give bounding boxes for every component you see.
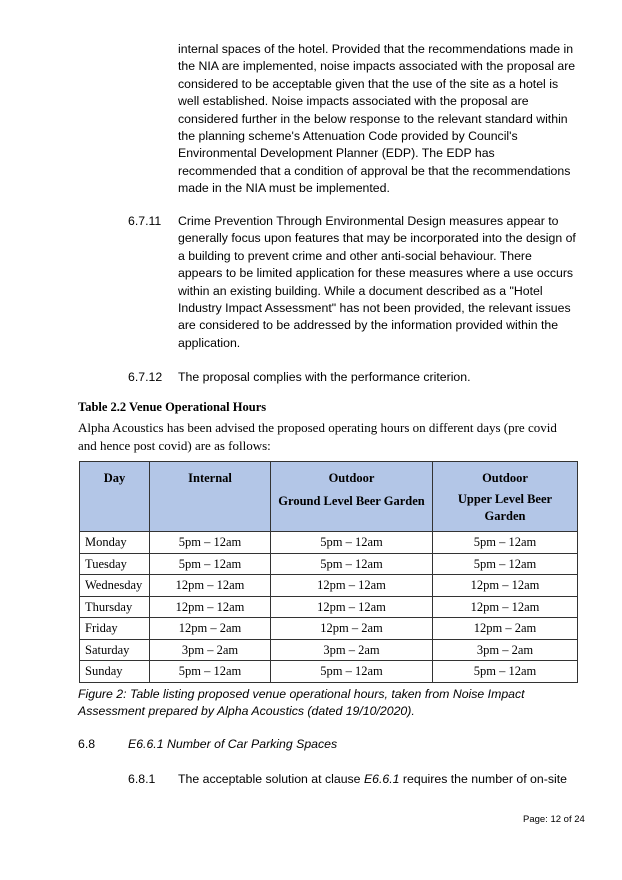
cell-upper: 5pm – 12am xyxy=(433,661,578,683)
table-header-row xyxy=(80,462,578,532)
cell-ground: 5pm – 12am xyxy=(271,661,433,683)
cell-upper: 5pm – 12am xyxy=(433,532,578,554)
header-outdoor-upper xyxy=(433,462,578,532)
table-row xyxy=(80,618,578,640)
cell-internal: 3pm – 2am xyxy=(150,639,271,661)
cell-ground: 5pm – 12am xyxy=(271,553,433,575)
item-number-6-7-11: 6.7.11 xyxy=(128,214,162,228)
table-intro: Alpha Acoustics has been advised the proposed operating hours on different days (pre covid and hence post covid) are as follows: xyxy=(78,420,557,453)
cell-upper: 3pm – 2am xyxy=(433,639,578,661)
header-internal: Internal xyxy=(150,462,271,532)
header-outdoor-upper-line1: Outdoor xyxy=(482,471,528,485)
cell-internal: 12pm – 2am xyxy=(150,618,271,640)
section-title: E6.6.1 Number of Car Parking Spaces xyxy=(128,737,338,751)
cell-upper: 5pm – 12am xyxy=(433,553,578,575)
cell-ground: 5pm – 12am xyxy=(271,532,433,554)
cell-day: Saturday xyxy=(80,639,150,661)
cell-day: Wednesday xyxy=(80,575,150,597)
cell-upper: 12pm – 2am xyxy=(433,618,578,640)
table-row xyxy=(80,553,578,575)
header-outdoor-ground xyxy=(271,462,433,532)
table-row xyxy=(80,596,578,618)
continuation-paragraph: internal spaces of the hotel. Provided that the recommendations made in the NIA are implemented, noise impacts associated with the proposal are considered to be acceptable given that the use of the site as a hotel is well established. Noise impacts associated with the proposal are considered further in the below response to the relevant standard within the planning scheme's Attenuation Code provided by Council's Environmental Development Planner (EDP). The EDP has recommended that a condition of approval be that the recommendations made in the NIA must be implemented. xyxy=(178,42,576,196)
table-row xyxy=(80,661,578,683)
cell-day: Sunday xyxy=(80,661,150,683)
table-row xyxy=(80,575,578,597)
cell-ground: 12pm – 12am xyxy=(271,575,433,597)
cell-upper: 12pm – 12am xyxy=(433,575,578,597)
figure-caption: Figure 2: Table listing proposed venue operational hours, taken from Noise Impact Assessment prepared by Alpha Acoustics (dated 19/10/2020). xyxy=(78,687,525,719)
table-title: Table 2.2 Venue Operational Hours xyxy=(78,400,267,414)
cell-ground: 3pm – 2am xyxy=(271,639,433,661)
table-row xyxy=(80,639,578,661)
table-row xyxy=(80,532,578,554)
subitem-text: The acceptable solution at clause E6.6.1 requires the number of on-site xyxy=(178,772,567,786)
cell-day: Tuesday xyxy=(80,553,150,575)
section-number: 6.8 xyxy=(78,737,96,751)
header-outdoor-ground-line2: Ground Level Beer Garden xyxy=(278,494,425,508)
cell-day: Monday xyxy=(80,532,150,554)
cell-internal: 12pm – 12am xyxy=(150,596,271,618)
header-outdoor-upper-line2: Upper Level Beer Garden xyxy=(457,492,553,523)
item-text-6-7-11: Crime Prevention Through Environmental Design measures appear to generally focus upon features that may be incorporated into the design of a building to prevent crime and other anti-social behaviour. There appears to be limited application for these measures where a use occurs within an existing building. While a document described as a "Hotel Industry Impact Assessment" has not been provided, the relevant issues are considered to be addressed by the information provided within the application. xyxy=(178,214,576,350)
cell-day: Friday xyxy=(80,618,150,640)
subitem-number: 6.8.1 xyxy=(128,772,156,786)
cell-internal: 12pm – 12am xyxy=(150,575,271,597)
cell-upper: 12pm – 12am xyxy=(433,596,578,618)
cell-day: Thursday xyxy=(80,596,150,618)
cell-ground: 12pm – 2am xyxy=(271,618,433,640)
item-number-6-7-12: 6.7.12 xyxy=(128,370,163,384)
cell-internal: 5pm – 12am xyxy=(150,661,271,683)
cell-internal: 5pm – 12am xyxy=(150,553,271,575)
operational-hours-table xyxy=(79,461,578,683)
cell-ground: 12pm – 12am xyxy=(271,596,433,618)
cell-internal: 5pm – 12am xyxy=(150,532,271,554)
header-day: Day xyxy=(80,462,150,532)
header-outdoor-ground-line1: Outdoor xyxy=(328,471,375,485)
item-text-6-7-12: The proposal complies with the performance criterion. xyxy=(178,370,471,384)
clause-reference: E6.6.1 xyxy=(363,772,400,786)
page-number: Page: 12 of 24 xyxy=(523,814,585,825)
